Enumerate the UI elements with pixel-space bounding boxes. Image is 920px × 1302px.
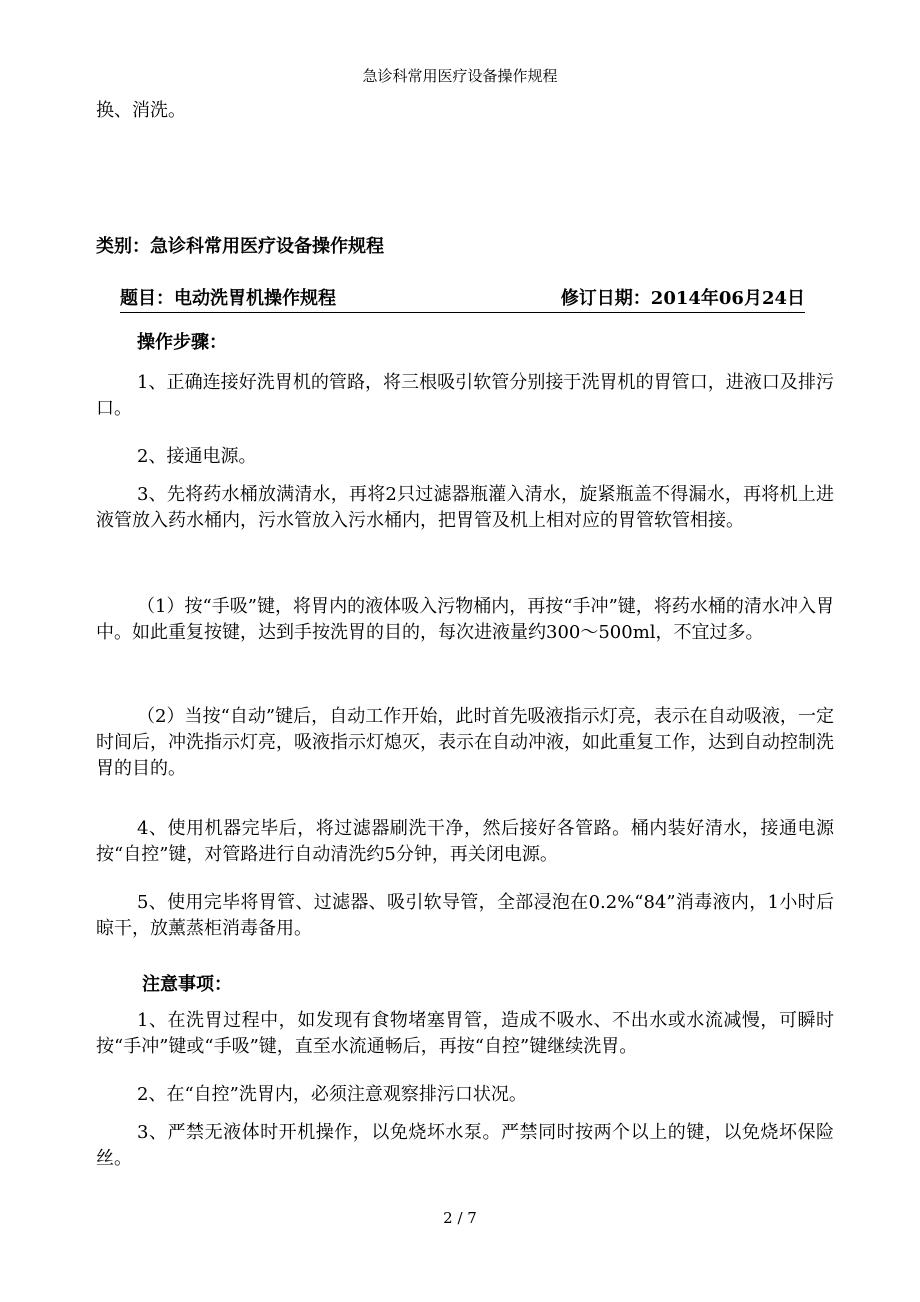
note-item-1: 1、在洗胃过程中，如发现有食物堵塞胃管，造成不吸水、不出水或水流减慢，可瞬时按“手冲”键或“手吸”键，直至水流通畅后，再按“自控”键继续洗胃。 — [96, 1010, 834, 1057]
step-item-4: 4、使用机器完毕后，将过滤器刷洗干净，然后接好各管路。桶内装好清水，接通电源按“自控”键，对管路进行自动清洗约5分钟，再关闭电源。 — [96, 818, 834, 865]
step-item-2: 2、接通电源。 — [137, 446, 257, 467]
step-item-3-2: （2）当按“自动”键后，自动工作开始，此时首先吸液指示灯亮，表示在自动吸液，一定时间后，冲洗指示灯亮，吸液指示灯熄灭，表示在自动冲液，如此重复工作，达到自动控制洗胃的目的。 — [96, 706, 834, 779]
step-item-3: 3、先将药水桶放满清水，再将2只过滤器瓶灌入清水，旋紧瓶盖不得漏水，再将机上进液管放入药水桶内，污水管放入污水桶内，把胃管及机上相对应的胃管软管相接。 — [96, 484, 834, 531]
category-line: 类别：急诊科常用医疗设备操作规程 — [96, 236, 384, 257]
topic-title: 题目：电动洗胃机操作规程 — [120, 288, 336, 309]
steps-heading: 操作步骤： — [137, 332, 227, 353]
note-item-2: 2、在“自控”洗胃内，必须注意观察排污口状况。 — [137, 1084, 527, 1105]
revision-date: 修订日期：2014年06月24日 — [560, 288, 805, 309]
step-item-3-1: （1）按“手吸”键，将胃内的液体吸入污物桶内，再按“手冲”键，将药水桶的清水冲入胃中。如此重复按键，达到手按洗胃的目的，每次进液量约300～500ml，不宜过多。 — [96, 596, 834, 643]
note-item-3: 3、严禁无液体时开机操作，以免烧坏水泵。严禁同时按两个以上的键，以免烧坏保险丝。 — [96, 1122, 834, 1169]
notes-heading: 注意事项： — [142, 974, 232, 995]
continuation-text: 换、消洗。 — [96, 100, 186, 121]
step-item-5: 5、使用完毕将胃管、过滤器、吸引软导管，全部浸泡在0.2%“84”消毒液内，1小时后晾干，放薰蒸柜消毒备用。 — [96, 892, 834, 939]
page-number: 2 / 7 — [443, 1209, 477, 1227]
step-item-1: 1、正确连接好洗胃机的管路，将三根吸引软管分别接于洗胃机的胃管口，进液口及排污口。 — [96, 372, 834, 419]
title-row — [120, 286, 805, 313]
page-header: 急诊科常用医疗设备操作规程 — [362, 67, 558, 85]
